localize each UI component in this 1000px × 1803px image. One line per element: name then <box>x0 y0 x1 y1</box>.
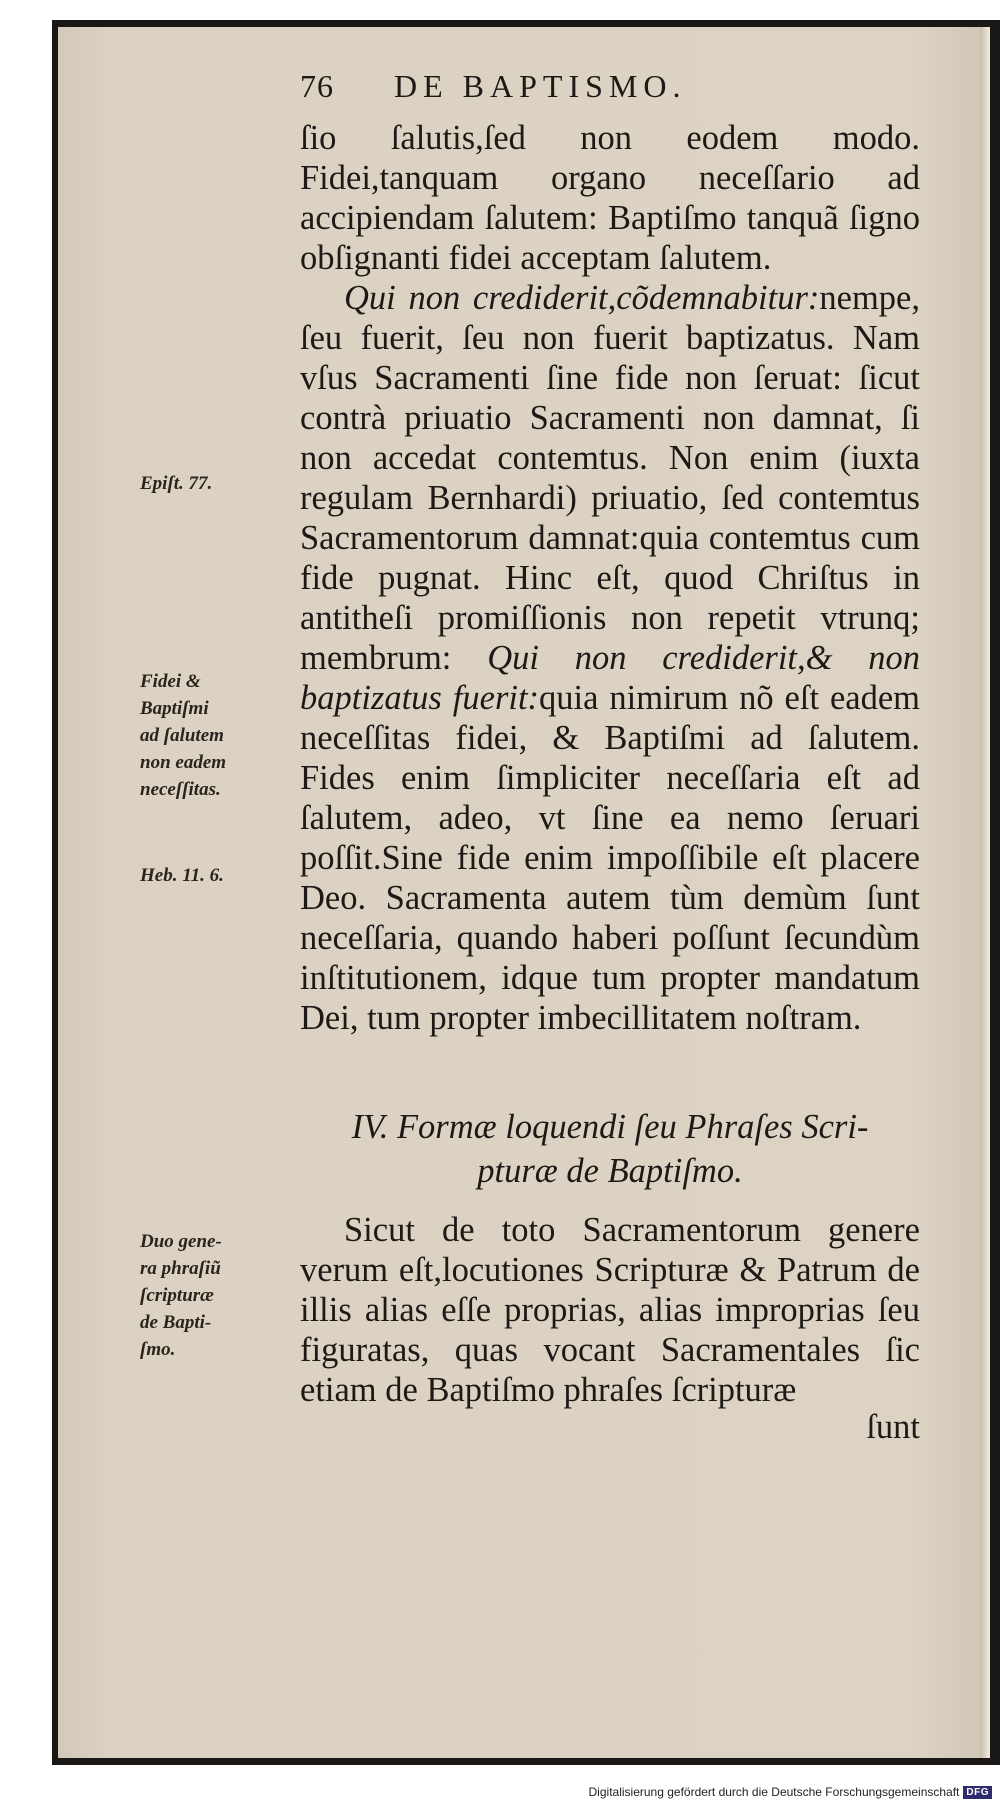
margin-note-duo-genera <box>140 1228 290 1363</box>
paragraph-2 <box>300 278 920 1038</box>
margin-line: ad ſalutem <box>140 725 224 746</box>
running-head <box>300 68 860 105</box>
section-heading <box>300 1105 920 1193</box>
margin-note-fidei-baptismi <box>140 668 290 803</box>
digitization-credit <box>589 1785 992 1799</box>
margin-line: de Bapti- <box>140 1312 212 1333</box>
main-text <box>300 118 920 1038</box>
credit-text: Digitalisierung gefördert durch die Deutsche Forschungsgemeinschaft <box>588 1785 960 1799</box>
section-heading-line-2: pturæ de Baptiſmo. <box>477 1152 743 1190</box>
paragraph-3: Sicut de toto Sacramentorum genere verum eſt,locutiones Scripturæ & Patrum de illis alias eſſe proprias, alias improprias ſeu figuratas, quas vocant Sacramentales ſic etiam de Baptiſmo phraſes ſcripturæ <box>300 1211 920 1409</box>
margin-line: non eadem <box>140 752 227 773</box>
margin-line: ſcripturæ <box>140 1285 214 1306</box>
margin-note-hebrews <box>140 862 290 889</box>
margin-note-epistola <box>140 470 290 497</box>
page-edge <box>980 27 990 1758</box>
margin-line: Duo gene- <box>140 1231 222 1252</box>
margin-line: Fidei & <box>140 671 201 692</box>
margin-line: ſmo. <box>140 1339 176 1360</box>
main-text-2 <box>300 1210 920 1410</box>
margin-line: Epiſt. 77. <box>140 473 213 494</box>
paragraph-2-quote: Qui non crediderit,& non baptizatus fuerit: <box>300 639 920 717</box>
section-heading-line-1: IV. Formæ loquendi ſeu Phraſes Scri- <box>351 1108 869 1146</box>
catchword: ſunt <box>866 1408 920 1446</box>
margin-line: ra phraſiũ <box>140 1258 221 1279</box>
page-number: 76 <box>300 68 334 104</box>
margin-line: Heb. 11. 6. <box>140 865 224 886</box>
dfg-logo: DFG <box>963 1786 992 1799</box>
paragraph-2-lead: Qui non crediderit,cõdemnabitur: <box>344 279 820 317</box>
margin-line: Baptiſmi <box>140 698 209 719</box>
paragraph-2-rest: quia nimirum nõ eſt eadem neceſſitas fidei, & Baptiſmi ad ſalutem. Fides enim ſimpliciter neceſſaria eſt ad ſalutem, adeo, vt ſine ea nemo ſeruari poſſit.Sine fide enim impoſſibile eſt placere Deo. Sacramenta autem tùm demùm ſunt neceſſaria, quando haberi poſſunt ſecundùm inſtitutionem, idque tum propter mandatum Dei, tum propter imbecillitatem noſtram. <box>300 679 921 1037</box>
running-title: DE BAPTISMO. <box>394 68 687 104</box>
margin-line: neceſſitas. <box>140 779 221 800</box>
paragraph-1: ſio ſalutis,ſed non eodem modo. Fidei,tanquam organo neceſſario ad accipiendam ſalutem: Baptiſmo tanquã ſigno obſignanti fidei acceptam ſalutem. <box>300 119 920 277</box>
paragraph-2-text: nempe, ſeu fuerit, ſeu non fuerit baptizatus. Nam vſus Sacramenti ſine fide non ſeruat: ſicut contrà priuatio Sacramenti non damnat, ſi non accedat contemtus. Non enim (iuxta regulam Bernhardi) priuatio, ſed contemtus Sacramentorum damnat:quia contemtus cum fide pugnat. Hinc eſt, quod Chriſtus in antitheſi promiſſionis non repetit vtrunq; membrum: <box>300 279 920 677</box>
